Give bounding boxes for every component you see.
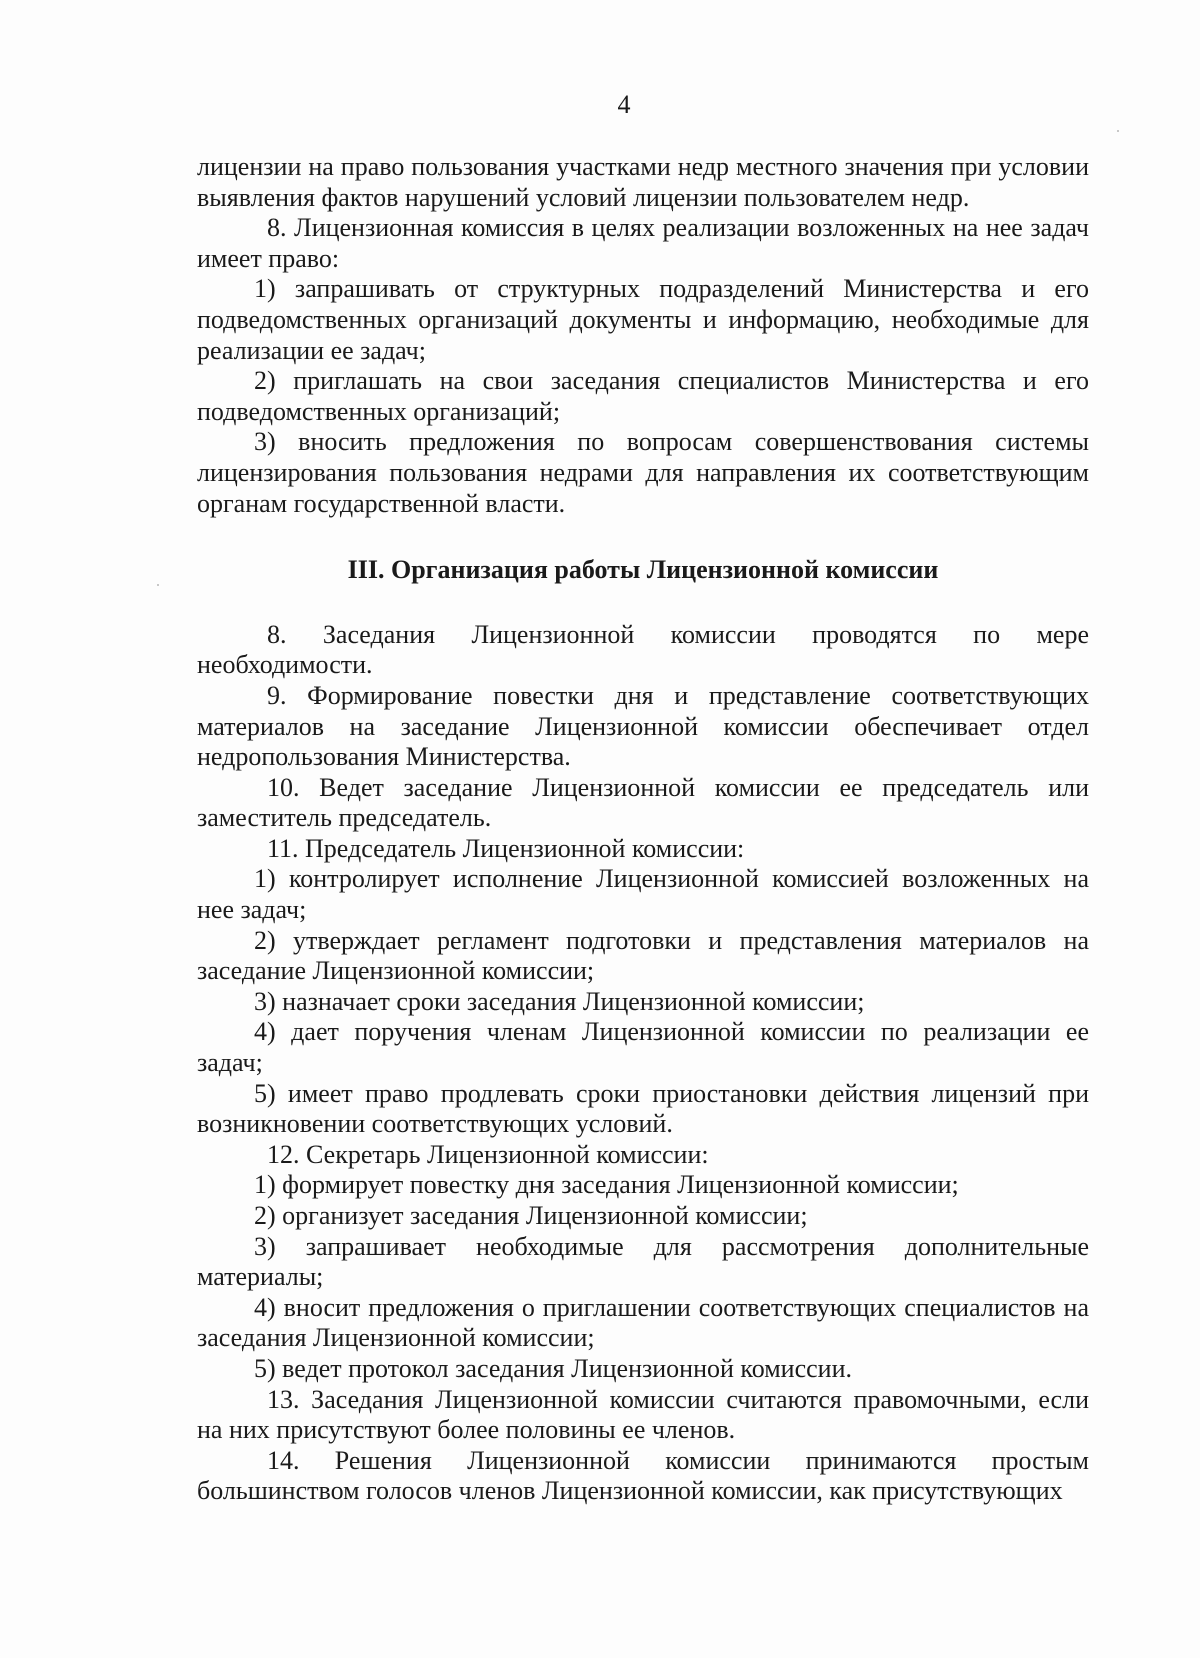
section-heading: III. Организация работы Лицензионной комиссии xyxy=(347,555,939,585)
paragraph: 9. Формирование повестки дня и представление соответствующих материалов на заседание Лицензионной комиссии обеспечивает отдел недропользования Министерства. xyxy=(197,680,1089,772)
paragraph: 2) приглашать на свои заседания специалистов Министерства и его подведомственных организаций; xyxy=(197,366,1089,426)
paragraph: 5) имеет право продлевать сроки приостановки действия лицензий при возникновении соответствующих условий. xyxy=(197,1078,1089,1139)
section-iii-body xyxy=(197,620,1089,1507)
paragraph: 12. Секретарь Лицензионной комиссии: xyxy=(267,1139,709,1169)
paragraph: 3) назначает сроки заседания Лицензионной комиссии; xyxy=(254,986,865,1016)
page-number: 4 xyxy=(617,90,631,119)
paragraph: лицензии на право пользования участками недр местного значения при условии выявления фактов нарушений условий лицензии пользователем недр. xyxy=(197,152,1089,212)
paragraph: 3) запрашивает необходимые для рассмотрения дополнительные материалы; xyxy=(197,1231,1089,1292)
paragraph: 2) утверждает регламент подготовки и представления материалов на заседание Лицензионной комиссии; xyxy=(197,925,1089,986)
paragraph: 1) формирует повестку дня заседания Лицензионной комиссии; xyxy=(254,1170,959,1200)
paragraph: 2) организует заседания Лицензионной комиссии; xyxy=(254,1201,808,1230)
paragraph: 1) запрашивать от структурных подразделений Министерства и его подведомственных организаций документы и информацию, необходимые для реализации ее задач; xyxy=(197,274,1089,365)
section-ii-continuation xyxy=(197,152,1089,519)
paragraph: 4) вносит предложения о приглашении соответствующих специалистов на заседания Лицензионной комиссии; xyxy=(197,1292,1089,1353)
scan-speck xyxy=(157,584,159,586)
paragraph: 1) контролирует исполнение Лицензионной комиссией возложенных на нее задач; xyxy=(197,864,1089,925)
paragraph: 3) вносить предложения по вопросам совершенствования системы лицензирования пользования недрами для направления их соответствующим органам государственной власти. xyxy=(197,427,1089,518)
document-body xyxy=(197,152,1089,1507)
paragraph: 10. Ведет заседание Лицензионной комиссии ее председатель или заместитель председатель. xyxy=(197,772,1089,833)
paragraph: 14. Решения Лицензионной комиссии принимаются простым большинством голосов членов Лицензионной комиссии, как присутствующих xyxy=(197,1445,1089,1506)
scan-speck xyxy=(1117,130,1119,132)
paragraph: 13. Заседания Лицензионной комиссии считаются правомочными, если на них присутствуют более половины ее членов. xyxy=(197,1384,1089,1445)
paragraph: 8. Заседания Лицензионной комиссии проводятся по мере необходимости. xyxy=(197,619,1089,680)
paragraph: 4) дает поручения членам Лицензионной комиссии по реализации ее задач; xyxy=(197,1017,1089,1078)
paragraph: 8. Лицензионная комиссия в целях реализации возложенных на нее задач имеет право: xyxy=(197,213,1089,273)
paragraph: 11. Председатель Лицензионной комиссии: xyxy=(267,833,745,863)
paragraph: 5) ведет протокол заседания Лицензионной комиссии. xyxy=(254,1353,852,1383)
